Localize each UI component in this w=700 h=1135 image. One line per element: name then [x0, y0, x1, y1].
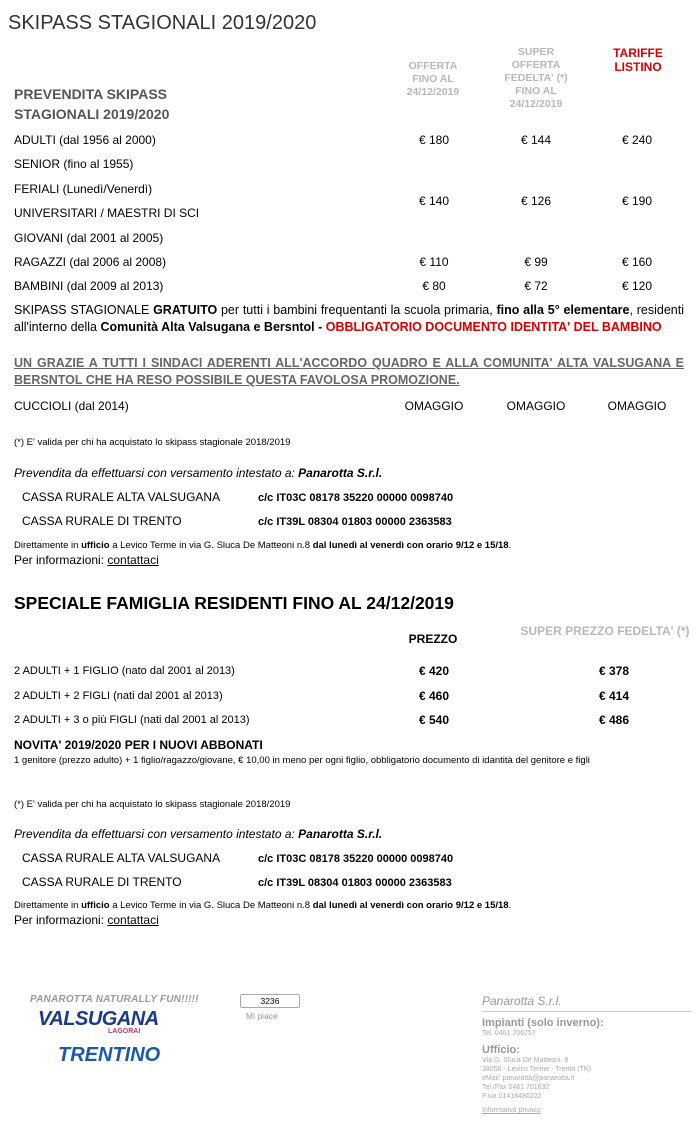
valsugana-logo[interactable]: VALSUGANA — [38, 1008, 159, 1030]
price-super: € 99 — [524, 255, 548, 269]
gratuito-text: , residenti all'interno della — [14, 303, 684, 334]
row-label: GIOVANI (dal 2001 al 2005) — [14, 231, 164, 245]
price-super: OMAGGIO — [506, 399, 566, 413]
price-offerta: € 110 — [419, 255, 449, 269]
gratuito-text: SKIPASS STAGIONALE — [14, 303, 154, 317]
price-offerta: € 80 — [422, 279, 446, 293]
trentino-logo[interactable]: TRENTINO — [58, 1044, 161, 1066]
office-text: . — [508, 900, 512, 911]
bank-iban: c/c IT03C 08178 35220 00000 0098740 — [258, 853, 454, 865]
office-hours: dal lunedì al venerdì con orario 9/12 e 15/18 — [312, 900, 509, 911]
office-info — [14, 900, 511, 911]
famiglia-title: SPECIALE FAMIGLIA RESIDENTI FINO AL 24/12/2019 — [14, 593, 454, 613]
row-label: RAGAZZI (dal 2006 al 2008) — [14, 255, 167, 269]
price-row — [14, 128, 690, 152]
price-listino: € 120 — [621, 279, 653, 293]
intestato-text: Prevendita da effettuarsi con versamento intestato a: — [14, 466, 299, 480]
price-listino: OMAGGIO — [607, 399, 667, 413]
col-super-header: SUPER OFFERTA FEDELTA' (*) FINO AL 24/12/2019 — [504, 46, 568, 110]
price-offerta: € 140 — [418, 194, 450, 208]
price-super: € 486 — [598, 713, 630, 727]
grazie-note: UN GRAZIE A TUTTI I SINDACI ADERENTI ALL'ACCORDO QUADRO E ALLA COMUNITA' ALTA VALSUGANA E BERSNTOL CHE HA RESO POSSIBILE QUESTA FAVOLOSA PROMOZIONE. — [14, 356, 684, 387]
office-text: . — [508, 540, 512, 551]
row-label: BAMBINI (dal 2009 al 2013) — [14, 279, 164, 293]
gratuito-paragraph — [14, 302, 684, 336]
intestato-text: Prevendita da effettuarsi con versamento intestato a: — [14, 827, 299, 841]
prevendita-intestato — [14, 827, 382, 841]
price-row — [14, 274, 690, 298]
price-offerta: € 180 — [418, 133, 450, 147]
like-count-box[interactable]: 3236 — [240, 994, 300, 1008]
price-row — [14, 226, 690, 250]
per-info-label: Per informazioni: — [14, 553, 108, 567]
per-info — [14, 553, 159, 567]
footnote: (*) E' valida per chi ha acquistato lo skipass stagionale 2018/2019 — [14, 799, 291, 810]
footer-slogan: PANAROTTA NATURALLY FUN!!!!! — [30, 994, 199, 1005]
company-email[interactable]: eMail: panarotta@panarotta.it — [482, 1075, 575, 1082]
price-super: € 144 — [520, 133, 552, 147]
merged-price-row — [14, 189, 690, 213]
office-hours: dal lunedì al venerdì con orario 9/12 e 15/18 — [312, 540, 509, 551]
price-super: € 378 — [598, 664, 630, 678]
contact-link[interactable]: contattaci — [107, 913, 159, 927]
company-piva: P.iva 01418480222 — [482, 1093, 542, 1100]
office-bold: ufficio — [81, 540, 110, 551]
company-telfax: Tel./Fax 0461 701632 — [482, 1084, 550, 1091]
famiglia-row — [14, 708, 684, 732]
bank-iban: c/c IT39L 08304 01803 00000 2363583 — [258, 877, 452, 889]
price-prezzo: € 460 — [418, 689, 450, 703]
contact-link[interactable]: contattaci — [107, 553, 159, 567]
row-label: 2 ADULTI + 1 FIGLIO (nato dal 2001 al 2013) — [14, 665, 235, 677]
bank-iban: c/c IT39L 08304 01803 00000 2363583 — [258, 516, 452, 528]
bank-row — [22, 875, 452, 889]
price-prezzo: € 420 — [418, 664, 450, 678]
bank-row — [22, 851, 453, 865]
gratuito-bold: Comunità Alta Valsugana e Bersntol - — [100, 320, 326, 334]
gratuito-warning: OBBLIGATORIO DOCUMENTO IDENTITA' DEL BAMBINO — [325, 320, 662, 334]
ufficio-address: Via G. Sluca De Matteoni, 8 — [482, 1057, 569, 1064]
price-listino: € 160 — [621, 255, 653, 269]
bank-name: CASSA RURALE ALTA VALSUGANA — [22, 490, 221, 504]
office-text: Direttamente in — [14, 900, 82, 911]
footer — [0, 990, 700, 1135]
price-super: € 126 — [520, 194, 552, 208]
row-label: 2 ADULTI + 3 o più FIGLI (nati dal 2001 al 2013) — [14, 714, 250, 726]
office-text: Direttamente in — [14, 540, 82, 551]
office-text: a Levico Terme in via G. Sluca De Matteoni n.8 — [109, 900, 313, 911]
famiglia-row — [14, 684, 684, 708]
prevendita-section-title: PREVENDITA SKIPASS STAGIONALI 2019/2020 — [14, 86, 170, 122]
col-offerta-header: OFFERTA FINO AL 24/12/2019 — [406, 60, 460, 98]
price-prezzo: € 540 — [418, 713, 450, 727]
ufficio-heading: Ufficio: — [482, 1044, 520, 1056]
price-row — [14, 152, 690, 176]
prevendita-intestato — [14, 466, 382, 480]
row-label: 2 ADULTI + 2 FIGLI (nati dal 2001 al 2013) — [14, 690, 223, 702]
cuccioli-row — [14, 394, 690, 418]
page-title: SKIPASS STAGIONALI 2019/2020 — [8, 12, 317, 34]
row-label: UNIVERSITARI / MAESTRI DI SCI — [14, 206, 200, 220]
per-info-label: Per informazioni: — [14, 913, 108, 927]
lagorai-label: LAGORAI — [108, 1028, 141, 1035]
office-bold: ufficio — [81, 900, 110, 911]
bank-name: CASSA RURALE DI TRENTO — [22, 875, 182, 889]
like-label: Mi piace — [246, 1011, 278, 1021]
row-label: FERIALI (Lunedì/Venerdì) — [14, 182, 153, 196]
bank-name: CASSA RURALE DI TRENTO — [22, 514, 182, 528]
row-label: SENIOR (fino al 1955) — [14, 157, 134, 171]
price-offerta: OMAGGIO — [404, 399, 464, 413]
gratuito-bold: fino alla 5° elementare — [496, 303, 630, 317]
office-text: a Levico Terme in via G. Sluca De Matteoni n.8 — [109, 540, 313, 551]
bank-name: CASSA RURALE ALTA VALSUGANA — [22, 851, 221, 865]
price-super: € 414 — [598, 689, 630, 703]
price-listino: € 190 — [621, 194, 653, 208]
footnote: (*) E' valida per chi ha acquistato lo skipass stagionale 2018/2019 — [14, 437, 291, 448]
privacy-link[interactable]: Informativa privacy — [482, 1107, 541, 1114]
bank-row — [22, 490, 453, 504]
office-info — [14, 540, 511, 551]
gratuito-text: per tutti i bambini frequentanti la scuola primaria, — [217, 303, 497, 317]
ufficio-city: 38056 - Levico Terme - Trento (TN) — [482, 1066, 592, 1073]
price-super: € 72 — [524, 279, 548, 293]
novita-description: 1 genitore (prezzo adulto) + 1 figlio/ragazzo/giovane, € 10,00 in meno per ogni figlio, obbligatorio documento di idantità del genitore e figli — [14, 755, 590, 766]
price-row — [14, 250, 690, 274]
bank-iban: c/c IT03C 08178 35220 00000 0098740 — [258, 492, 454, 504]
bank-row — [22, 514, 452, 528]
row-label: CUCCIOLI (dal 2014) — [14, 399, 129, 413]
col-prezzo-header: PREZZO — [408, 632, 458, 646]
col-super-prezzo-header: SUPER PREZZO FEDELTA' (*) — [520, 624, 690, 638]
intestato-company: Panarotta S.r.l. — [298, 466, 383, 480]
impianti-heading: Impianti (solo inverno): — [482, 1017, 604, 1029]
company-name: Panarotta S.r.l. — [482, 994, 692, 1012]
per-info — [14, 913, 159, 927]
row-label: ADULTI (dal 1956 al 2000) — [14, 133, 156, 147]
price-listino: € 240 — [621, 133, 653, 147]
gratuito-bold: GRATUITO — [153, 303, 218, 317]
novita-title: NOVITA' 2019/2020 PER I NUOVI ABBONATI — [14, 738, 263, 752]
famiglia-row — [14, 659, 684, 683]
intestato-company: Panarotta S.r.l. — [298, 827, 383, 841]
impianti-tel: Tel. 0461 706757 — [482, 1030, 536, 1037]
col-listino-header: TARIFFE LISTINO — [613, 46, 663, 74]
company-info — [482, 994, 692, 1114]
